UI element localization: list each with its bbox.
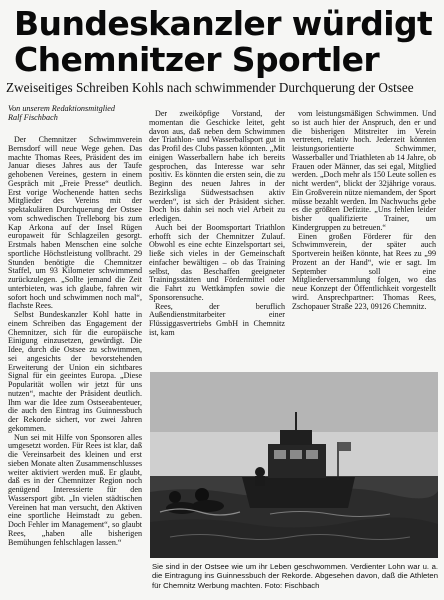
paragraph: Rees, der beruflich Außendienstmitarbeiter einer Flüssiggasvertriebs GmbH in Chemnitz ist, kam <box>149 301 285 337</box>
photo-caption: Sie sind in der Ostsee wie um ihr Leben geschwommen. Verdienter Lohn war u. a. die Eintragung ins Guinnessbuch der Rekorde. Abgesehen davon, daß die Athleten für Chemnitz Werbung machten. Foto: Fischbach <box>152 562 438 590</box>
paragraph: Nun sei mit Hilfe von Sponsoren alles umgesetzt worden. Für Rees ist klar, daß die Vereinsarbeit des kleinen und erst sieben Monate alten Zusammenschlusses weiter aktiviert werden muß. Er glaubt, daß es in der Chemnitzer Region noch genügend Interessierte für den Wassersport gibt. „In vielen städtischen Vereinen hat man versucht, den Aktiven eine sportliche Heimstadt zu geben. Doch Fehler im Management“, so glaubt Rees, „haben alle bisherigen Bemühungen fehlschlagen lassen.“ <box>8 432 142 547</box>
subheadline: Zweiseitiges Schreiben Kohls nach schwimmender Durchquerung der Ostsee <box>6 80 414 95</box>
article-column-2 <box>149 110 285 338</box>
headline-line-1: Bundeskanzler würdigt <box>14 4 433 43</box>
headline-line-2: Chemnitzer Sportler <box>14 40 380 79</box>
byline-author: Ralf Fischbach <box>8 113 58 123</box>
photo-illustration <box>150 372 438 558</box>
photo-boat-swimmers <box>150 372 438 558</box>
byline <box>8 104 138 123</box>
paragraph: Der Chemnitzer Schwimmverein Bernsdorf will neue Wege gehen. Das machte Thomas Rees, Präsident des im Januar dieses Jahres aus der Taufe gehobenen Vereines, gestern in einem Gespräch mit „Freie Presse“ deutlich. Erst vorige Wochenende hatten sechs Mitglieder des Vereins mit der spektakulären Durchquerung der Ostsee vom schwedischen Trelleborg bis zum Kap Arkona auf der Insel Rügen europaweit für Schlagzeilen gesorgt. Erstmals haben Menschen eine solche sportliche Höchstleistung vollbracht. 29 Stunden benötigte die Chemnitzer Staffel, um 93 Kilometer schwimmend zurückzulegen. „Sollte jemand die Zeit unterbieten, was ich glaube, fahren wir sofort hoch und schwimmen noch mal“, flachste Rees. <box>8 135 142 311</box>
article-column-3 <box>292 110 436 311</box>
headline <box>14 6 434 78</box>
paragraph: Der zweiköpfige Vorstand, der momentan die Geschicke leitet, geht davon aus, daß neben dem Schwimmen der Triathlon- und Wasserballsport gut in das Profil des Clubs passen könnten. „Mit einigen Wasserballern habe ich bereits gesprochen, das Interesse war sehr positiv. Es könnten die ersten sein, die zu Beginn des neuen Jahres in der Bezirksliga Südwestsachsen aktiv werden“, ist sich der Präsident sicher. Doch bis dahin sei noch viel Arbeit zu erledigen. <box>149 109 286 223</box>
byline-line-1: Von unserem Redaktionsmitglied <box>8 104 116 113</box>
article-column-1 <box>8 136 142 547</box>
paragraph: vom leistungsmäßigen Schwimmen. Und so ist auch hier der Anspruch, den er und die bisherigen Mitstreiter im Verein vertreten, relativ hoch. Jederzeit könnten leistungsorientierte Schwimmer, Wasserballer und Triathleten ab 14 Jahre, ob Frauen oder Männer, das sei egal, Mitglied werden. „Doch mehr als 150 Leute sollen es nicht werden“, blickt der 32jährige voraus. Ein Großverein nütze niemandem, der Sport müsse bezahlt werden. Im Nachwuchs gebe es die größten Defizite. „Uns fehlen leider bisher qualifizierte Trainer, um Kindergruppen zu betreuen.“ <box>292 109 436 232</box>
paragraph: Auch bei der Boomsportart Triathlon erhofft sich der Chemnitzer Zulauf. Obwohl es eine echte Einzelsportart sei, ließe sich vieles in der Gemeinschaft einfacher bewältigen – ob das Training selbst, das Beschaffen geeigneter Trainingsstätten und Fördermittel oder die Fahrt zu Wettkämpfen sowie die Sponsorensuche. <box>149 222 285 302</box>
paragraph: Einen großen Förderer für den Schwimmverein, der später auch Sportverein heißen könnte, hat Rees zu „99 Prozent an der Hand“, wie er sagt. Im September soll eine Mitgliederversammlung folgen, wo das neue Konzept der Öffentlichkeit vorgestellt wird. Ansprechpartner: Thomas Rees, Zschopauer Straße 223, 09126 Chemnitz. <box>292 231 436 311</box>
paragraph: Selbst Bundeskanzler Kohl hatte in einem Schreiben das Engagement der Chemnitzer, sich für die europäische Einigung einzusetzen, gewürdigt. Die Idee, durch die Ostsee zu schwimmen, sei angesichts der bevorstehenden Erweiterung der Union ein sichtbares Signal für ein geeintes Europa. „Diese Popularität wollen wir jetzt für uns nutzen“, machte der Präsident deutlich. Ihm war die Idee zum Ostseeabenteuer, die auch den Eintrag ins Guinnessbuch der Rekorde sichert, vor zwei Jahren gekommen. <box>8 310 142 433</box>
